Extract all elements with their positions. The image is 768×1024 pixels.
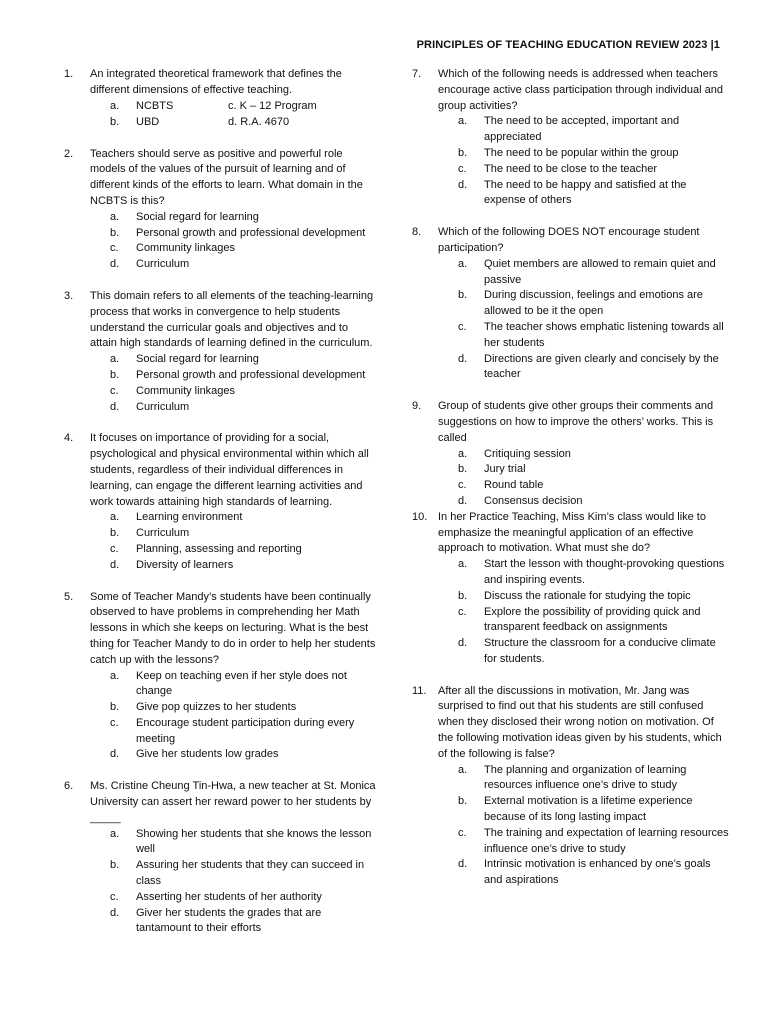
question-5 [64, 590, 376, 764]
option-letter: a. [110, 353, 120, 366]
option-letter: a. [458, 558, 468, 571]
options [438, 763, 730, 889]
option-text: Round table [484, 479, 544, 492]
question-2 [64, 147, 376, 273]
options [438, 257, 730, 383]
option-text: Give pop quizzes to her students [136, 701, 297, 714]
option [438, 462, 730, 478]
option-text: The planning and organization of learning resources influence one’s drive to study [484, 763, 687, 792]
option [90, 384, 376, 400]
option-letter: d. [458, 858, 468, 871]
option-text: Intrinsic motivation is enhanced by one’s goals and aspirations [484, 858, 711, 887]
option [90, 890, 376, 906]
option-row [90, 115, 376, 131]
option-letter: b. [110, 527, 120, 540]
option [438, 447, 730, 463]
question-number: 4. [64, 432, 74, 445]
option [90, 542, 376, 558]
option-letter: b. [110, 226, 120, 239]
options [90, 352, 376, 415]
question-6 [64, 779, 376, 937]
option-letter: a. [458, 257, 468, 270]
option-letter: a. [110, 827, 120, 840]
question-number: 1. [64, 68, 74, 80]
option [438, 352, 730, 384]
question-text-body: Ms. Cristine Cheung Tin-Hwa, a new teacher at St. Monica University can assert her reward power to her students by [90, 780, 376, 809]
option [90, 257, 376, 273]
question-7 [412, 67, 730, 209]
question-text: This domain refers to all elements of the teaching-learning process that works in convergence to help students understand the curricular goals and objectives and to attain high standards of learning defined in the curriculum. [90, 289, 374, 350]
option-text: Quiet members are allowed to remain quiet and passive [484, 257, 716, 286]
option-letter: b. [458, 463, 468, 476]
option [438, 288, 730, 320]
option [438, 636, 730, 668]
option [438, 794, 730, 826]
option [90, 906, 376, 938]
option [438, 605, 730, 637]
right-column [412, 67, 730, 905]
option-text: Social regard for learning [136, 210, 259, 223]
option-letter: d. [110, 558, 120, 571]
question-text: Teachers should serve as positive and powerful role models of the values of the pursuit of learning and of different kinds of the efforts to learn. What domain in the NCBTS is this? [90, 147, 363, 207]
option [90, 400, 376, 416]
option-letter: a. [458, 447, 468, 460]
option [90, 526, 376, 542]
option [90, 241, 376, 257]
option-text: Giver her students the grades that are tantamount to their efforts [136, 906, 322, 935]
option-letter: c. [458, 479, 467, 492]
option [438, 494, 730, 510]
option-text: UBD [136, 115, 160, 128]
option-letter: b. [110, 115, 120, 128]
option-text: The need to be popular within the group [484, 146, 679, 159]
option-text: Showing her students that she knows the lesson well [136, 827, 372, 856]
option-letter: d. [458, 352, 468, 365]
option-letter: b. [458, 795, 468, 808]
option [438, 857, 730, 889]
option [90, 700, 376, 716]
option [438, 162, 730, 178]
option [90, 226, 376, 242]
option-letter: b. [110, 368, 120, 381]
option [438, 557, 730, 589]
option-letter: d. [110, 906, 120, 919]
question-text: An integrated theoretical framework that defines the different dimensions of effective teaching. [90, 68, 342, 96]
option [90, 858, 376, 890]
option-text: Encourage student participation during every meeting [136, 716, 355, 745]
option-text: Asserting her students of her authority [136, 890, 322, 903]
question-10 [412, 510, 730, 668]
question-number: 9. [412, 400, 422, 413]
option-text: Community linkages [136, 242, 236, 255]
option-text: The need to be close to the teacher [484, 162, 658, 175]
option-text: Planning, assessing and reporting [136, 542, 302, 555]
option-letter: c. [458, 320, 467, 333]
question-text: It focuses on importance of providing for a social, psychological and physical environmental within which all students, regardless of their individual differences in learning, can engage the different learning activities and work towards attaining high standards of learning. [90, 432, 369, 508]
option-text: Assuring her students that they can succeed in class [136, 859, 365, 888]
option-letter: b. [458, 289, 468, 302]
question-3 [64, 289, 376, 415]
option-text: Structure the classroom for a conducive climate for students. [484, 637, 716, 665]
option-letter: c. [110, 716, 119, 729]
question-text: In her Practice Teaching, Miss Kim’s class would like to emphasize the meaningful application of an effective approach to motivation. What must she do? [438, 510, 706, 555]
option-letter: a. [458, 763, 468, 776]
option-text: Diversity of learners [136, 558, 234, 571]
question-number: 8. [412, 226, 422, 239]
options [90, 669, 376, 764]
option-text: The teacher shows emphatic listening towards all her students [484, 320, 724, 349]
option-text: Consensus decision [484, 494, 583, 507]
options [438, 114, 730, 209]
option [438, 763, 730, 795]
question-text: Some of Teacher Mandy’s students have been continually observed to have problems in comprehending her Math lessons in which she keeps on lecturing. What is the best thing for Teacher Mandy to do in order to help her students catch up with the lessons? [90, 590, 376, 666]
option-text: Personal growth and professional development [136, 226, 366, 239]
option-letter: a. [458, 115, 468, 128]
option-letter: c. [458, 162, 467, 175]
option [90, 368, 376, 384]
option [438, 826, 730, 858]
option [90, 747, 376, 763]
option-text: d. R.A. 4670 [228, 115, 290, 128]
option-text: Curriculum [136, 400, 190, 413]
options [90, 210, 376, 273]
option [90, 827, 376, 859]
option-text: Keep on teaching even if her style does not change [136, 669, 347, 698]
answer-blank: _____ [90, 811, 121, 824]
option-letter: b. [110, 701, 120, 714]
option-text: The training and expectation of learning resources influence one’s drive to study [484, 826, 729, 855]
option-letter: c. [110, 384, 119, 397]
option-text: Jury trial [484, 463, 526, 476]
question-number: 5. [64, 590, 74, 603]
question-number: 7. [412, 68, 422, 80]
option-text: The need to be happy and satisfied at the expense of others [484, 178, 687, 207]
option-text: Learning environment [136, 511, 243, 524]
options [90, 827, 376, 938]
option-text: Start the lesson with thought-provoking questions and inspiring events. [484, 558, 725, 586]
option-letter: d. [458, 494, 468, 507]
option-letter: d. [110, 748, 120, 761]
option-letter: c. [458, 826, 467, 839]
option [90, 558, 376, 574]
page-header: PRINCIPLES OF TEACHING EDUCATION REVIEW 2023 |1 [416, 39, 720, 51]
question-number: 11. [412, 684, 427, 697]
option-text: Critiquing session [484, 447, 571, 460]
option-text: c. K – 12 Program [228, 99, 317, 112]
option-letter: c. [110, 242, 119, 255]
option [438, 146, 730, 162]
option [90, 510, 376, 526]
option-letter: b. [458, 146, 468, 159]
left-column [64, 67, 376, 937]
option-letter: a. [110, 669, 120, 682]
option-letter: d. [110, 400, 120, 413]
options [438, 447, 730, 510]
option-text: Discuss the rationale for studying the topic [484, 589, 691, 602]
question-number: 6. [64, 780, 74, 793]
option [90, 716, 376, 748]
question-text: Which of the following needs is addressed when teachers encourage active class participation through individual and group activities? [438, 68, 723, 112]
option-letter: c. [110, 542, 119, 555]
question-text [90, 779, 376, 826]
option-letter: d. [110, 258, 120, 271]
question-number: 10. [412, 510, 428, 523]
question-number: 2. [64, 147, 74, 160]
option-letter: a. [110, 99, 120, 112]
option-text: NCBTS [136, 99, 174, 112]
option [438, 257, 730, 289]
option-text: Directions are given clearly and concisely by the teacher [484, 352, 719, 381]
option-text: Curriculum [136, 527, 190, 540]
option-letter: b. [110, 859, 120, 872]
options [90, 510, 376, 573]
question-text: Group of students give other groups their comments and suggestions on how to improve the others’ works. This is called [438, 400, 714, 444]
question-8 [412, 225, 730, 383]
option-text: Curriculum [136, 258, 190, 271]
option-letter: c. [458, 605, 467, 618]
option [90, 352, 376, 368]
option [438, 478, 730, 494]
option [438, 178, 730, 210]
option-letter: a. [110, 511, 120, 524]
option-text: Personal growth and professional development [136, 368, 366, 381]
options [90, 99, 376, 131]
option [438, 114, 730, 146]
question-1 [64, 67, 376, 131]
question-number: 3. [64, 289, 74, 302]
question-text: Which of the following DOES NOT encourage student participation? [438, 226, 700, 254]
option-row [90, 99, 376, 115]
option-letter: d. [458, 178, 468, 191]
option-letter: b. [458, 589, 468, 602]
option-letter: a. [110, 210, 120, 223]
option-text: Give her students low grades [136, 748, 279, 761]
option [438, 589, 730, 605]
option [438, 320, 730, 352]
option-text: Social regard for learning [136, 353, 259, 366]
question-4 [64, 431, 376, 573]
option-text: The need to be accepted, important and appreciated [484, 115, 680, 144]
option [90, 669, 376, 701]
option-text: Community linkages [136, 384, 236, 397]
option [90, 210, 376, 226]
option-letter: c. [110, 890, 119, 903]
question-11 [412, 684, 730, 889]
option-text: During discussion, feelings and emotions are allowed to be it the open [484, 289, 703, 318]
option-text: Explore the possibility of providing quick and transparent feedback on assignments [484, 605, 701, 634]
option-letter: d. [458, 637, 468, 650]
option-text: External motivation is a lifetime experience because of its long lasting impact [484, 795, 693, 824]
question-9 [412, 399, 730, 510]
options [438, 557, 730, 668]
question-text: After all the discussions in motivation, Mr. Jang was surprised to find out that his students are still confused when they disclosed their wrong notion on motivation. Of the following motivation ideas given by his students, which of the following is false? [438, 684, 722, 760]
